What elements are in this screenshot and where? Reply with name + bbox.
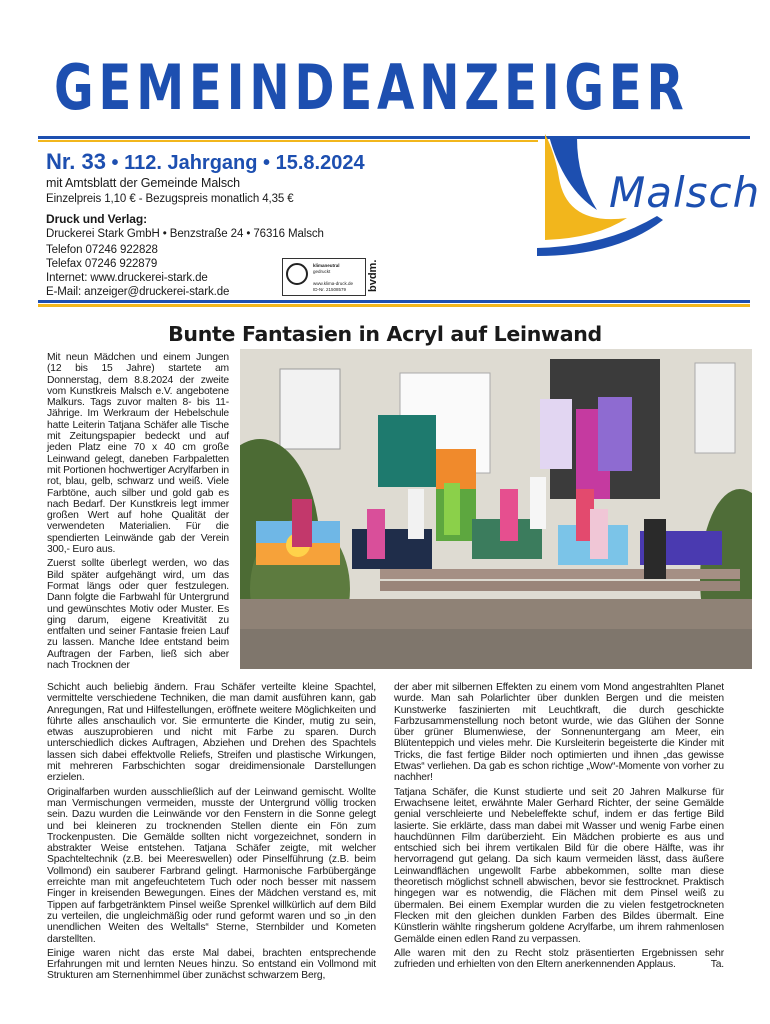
- article-paragraph: Einige waren nicht das erste Mal dabei, brachten entsprechende Erfahrungen mit und lernten Neues hinzu. So entstand ein Vollmond mit Strukturen am Sternenhimmel über zunächst schwarzem Berg,: [47, 947, 376, 982]
- bvdm-logo: bvdm.: [367, 259, 379, 293]
- article-paragraph: Originalfarben wurden ausschließlich auf der Leinwand gemischt. Wollte man Vermischungen vermeiden, musste der Untergrund völlig trocken sein. Dazu wurden die Leinwände vor den Fenstern in die Sonne gelegt und bei kleineren zu trocknenden Stellen diente ein Fön zum Trockenpusten. Die Gemälde sollten nicht vorgezeichnet, sondern in abstrakter Weise entstehen. Tatjana Schäfer zeigte, mit welcher Spachteltechnik (z.B. bei Meereswellen) oder Pinselführung (z.B. beim Vollmond) ein sauberer Farbrand gelingt. Harmonische Farbübergänge erreichte man mit angefeuchtetem Tuch oder noch besser mit nassem Finger in kreisenden Bewegungen. Eines der Mädchen verstand es, mit Tippen auf farbgetränktem Pinsel weiße Sprenkel willkürlich auf dem Bild zu verteilen, die ungleichmäßig oder rund geformt waren und so „in den unendlichen Weiten des Weltalls“ Sterne, Sternbilder und Kometen darstellten.: [47, 786, 376, 945]
- masthead-rule-yellow: [38, 140, 538, 142]
- article-column-right: [394, 682, 724, 971]
- publisher-address: Druckerei Stark GmbH • Benzstraße 24 • 76316 Malsch: [46, 228, 324, 240]
- article-paragraph: Mit neun Mädchen und einem Jungen (12 bis 15 Jahre) startete am Donnerstag, dem 8.8.2024 der zweite vom Kunstkreis Malsch e.V. angebotene Malkurs. Tags zuvor malten 8- bis 11-Jährige. Im Werkraum der Hebelschule hatte Leiterin Tatjana Schäfer alle Tische mit Zeitungspapier bedeckt und auf jeden Platz eine 70 x 40 cm große Leinwand gelegt, daneben Farbpaletten mit Portionen hochwertiger Acrylfarben in rot, blau, gelb, schwarz und weiß. Viele Farbtöne, auch silber und gold gab es nach Bedarf. Der Kunstkreis legt immer großen Wert auf hohe Qualität der verwendeten Materialien. Für die spendierten Leinwände gab der Verein 300,- Euro aus.: [47, 352, 229, 556]
- publisher-telefon: Telefon 07246 922828: [46, 244, 158, 256]
- climate-logo-icon: [286, 263, 308, 285]
- publisher-internet[interactable]: Internet: www.druckerei-stark.de: [46, 272, 208, 284]
- badge-line2: gedruckt: [313, 269, 331, 274]
- article-headline: Bunte Fantasien in Acryl auf Leinwand: [168, 322, 602, 346]
- amtsblatt-line: mit Amtsblatt der Gemeinde Malsch: [46, 176, 240, 190]
- publisher-email[interactable]: E-Mail: anzeiger@druckerei-stark.de: [46, 286, 230, 298]
- malsch-logo-text: Malsch: [609, 168, 761, 217]
- klimaneutral-badge: [282, 258, 366, 296]
- issue-number: Nr. 33: [46, 149, 106, 174]
- issue-jahrgang: 112. Jahrgang: [124, 152, 258, 174]
- malsch-logo: [537, 128, 761, 278]
- article-paragraph: Zuerst sollte überlegt werden, wo das Bild später aufgehängt wird, um das Format längs oder quer festzulegen. Dann folgte die Farbwahl für Untergrund und gewünschtes Motiv oder Muster. Es ging darum, eigene Kreativität zu entfalten und seiner Fantasie freien Lauf zu lassen. Manche Idee entstand beim Auftragen der Farben, ließ sich aber nach Trocknen der: [47, 558, 229, 672]
- druck-heading: Druck und Verlag:: [46, 212, 147, 226]
- header-rule-yellow: [38, 304, 750, 307]
- badge-line4: ID-Nr. 21508579: [313, 287, 347, 292]
- masthead-title: GEMEINDEANZEIGER: [54, 51, 689, 124]
- price-line: Einzelpreis 1,10 € - Bezugspreis monatlich 4,35 €: [46, 193, 294, 205]
- issue-line: [46, 149, 365, 175]
- issue-separator: •: [111, 152, 119, 174]
- article-column-middle: [47, 682, 376, 985]
- children-paintings-photo: [240, 349, 752, 669]
- article-paragraph: der aber mit silbernen Effekten zu einem vom Mond angestrahlten Planet wurde. Man sah Polarlichter über dunklen Bergen und die meisten Kunstwerke faszinierten mit Leuchtkraft, die durch geschickte Farbzusammenstellung noch betont wurde, wie das Glühen der Sonne über grüner Blumenwiese, der Sonnenuntergang am Meer, ein Blütenteppich und vieles mehr. Die Kursleiterin begeisterte die Kinder mit Tricks, die fast fertige Bilder noch optimierten und ihnen „das gewisse Etwas“ verliehen. Da gab es schon richtige „Wow“-Momente von vorher zu nachher!: [394, 682, 724, 784]
- article-paragraph: Tatjana Schäfer, die Kunst studierte und seit 20 Jahren Malkurse für Erwachsene leitet, erwähnte Maler Gerhard Richter, der seine Gemälde genial verschleierte und Nebeleffekte schuf, indem er das fertige Bild lasierte. Sie erklärte, dass man dabei mit Wasser und wenig Farbe einen hauchdünnen Film darüberzieht. Ein Mädchen probierte es aus und entschied sich bei ihrem vertikalen Bild für die obere Hälfte, was ihr hervorragend gut gelang. Da sich kaum vermeiden lässt, dass äußere Leinwandflächen ungewollt Farbe abbekommen, sollte man diese theoretisch möglichst schnell abwischen, bevor sie festtrocknet. Praktisch hingegen war es notwendig, die Flächen mit dem Pinsel weiß zu übermalen. Bei einem Exemplar wurden die zu vielen festgetrockneten Flecken mit den gleichen dunklen Farben des Bildes übermalt. Eine Künstlerin wählte ringsherum goldene Acrylfarbe, um ihrem rahmenlosen Gemälde einen edlen Rand zu verpassen.: [394, 786, 724, 945]
- article-column-left: [47, 352, 229, 674]
- publisher-telefax: Telefax 07246 922879: [46, 258, 158, 270]
- article-paragraph: Schicht auch beliebig ändern. Frau Schäfer verteilte kleine Spachtel, vermittelte verschiedene Techniken, die man damit ausführen kann, gab Anregungen, Rat und Hilfestellungen, eröffnete weitere Möglichkeiten und führte alles anschaulich vor. Sie ermunterte die Kinder, mutig zu sein, etwas auszuprobieren und nicht mit Farbe zu sparen. Durch unterschiedlich dickes Auftragen, Abziehen und Drehen des Spachtels lassen sich dabei effektvolle Reliefs, Streifen und plastische Wirkungen, mit mehreren Farbschichten sogar dreidimensionale Darstellungen erzielen.: [47, 682, 376, 784]
- badge-line1: klimaneutral: [313, 263, 340, 268]
- article-paragraph: Alle waren mit den zu Recht stolz präsentierten Ergebnissen sehr zufrieden und erhielten von den Eltern anerkennenden Applaus.: [394, 947, 724, 971]
- issue-date: 15.8.2024: [275, 152, 365, 174]
- header-rule-blue: [38, 300, 750, 303]
- article-photo: [240, 349, 752, 669]
- badge-line3: www.klima-druck.de: [313, 281, 354, 286]
- issue-separator: •: [263, 152, 271, 174]
- article-signature: Ta.: [710, 959, 724, 971]
